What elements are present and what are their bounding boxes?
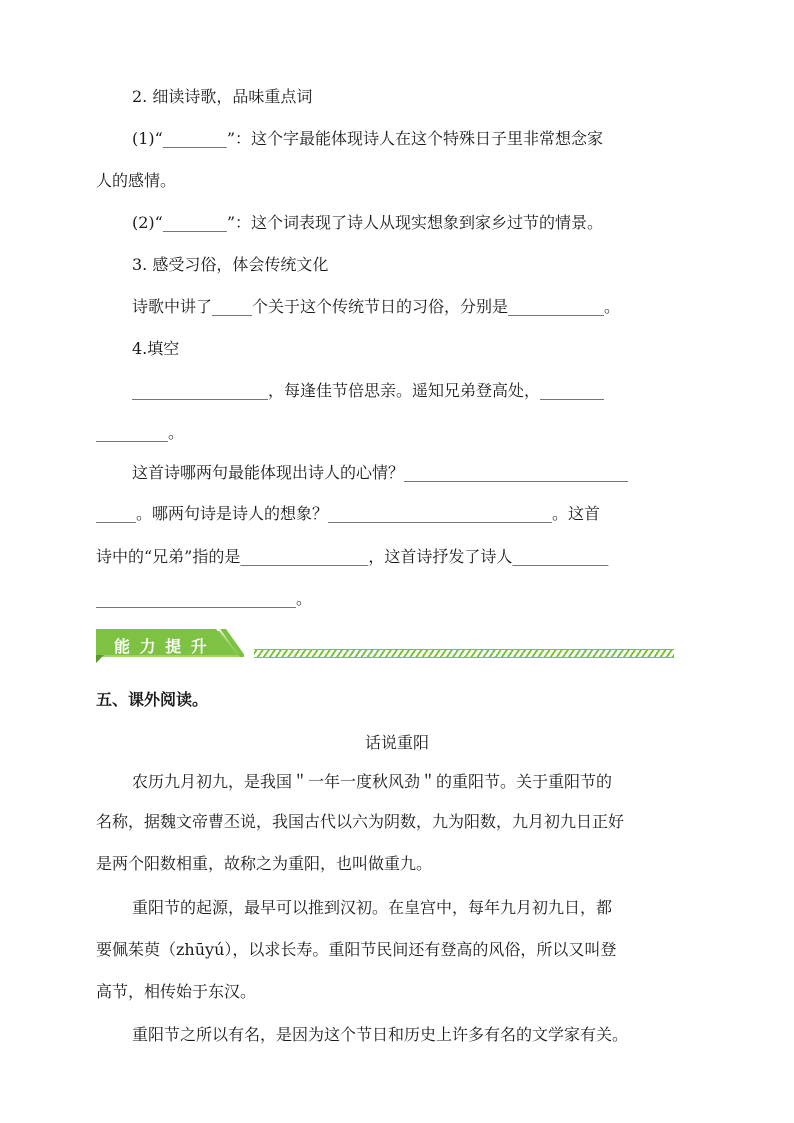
article-paragraph-2-line-3: 高节，相传始于东汉。 [96,982,257,1001]
question-2-heading: 2. 细读诗歌，品味重点词 [132,87,313,106]
mood-question: 这首诗哪两句最能体现出诗人的心情？____________________________ [132,463,629,482]
question-2-item-1: (1)“________”：这个字最能体现诗人在这个特殊日子里非常想念家 [132,129,604,148]
question-2-item-2: (2)“________”：这个词表现了诗人从现实想象到家乡过节的情景。 [132,213,604,232]
article-paragraph-3: 重阳节之所以有名，是因为这个节日和历史上许多有名的文学家有关。 [132,1025,629,1044]
ability-banner [96,627,676,663]
section-heading: 五、课外阅读。 [96,690,209,709]
article-title: 话说重阳 [364,733,429,752]
fill-blank-line: _________________，每逢佳节倍思亲。遥知兄弟登高处，________ [132,381,605,400]
question-3-heading: 3. 感受习俗，体会传统文化 [132,255,329,274]
article-paragraph-1: 农历九月初九，是我国＂一年一度秋风劲＂的重阳节。关于重阳节的 [132,772,613,791]
banner-stripe [254,649,674,658]
fill-blank-line-cont: _________。 [96,423,185,442]
article-paragraph-1-line-3: 是两个阳数相重，故称之为重阳，也叫做重九。 [96,854,433,873]
banner-label: 能 力 提 升 [114,637,209,656]
question-3-text: 诗歌中讲了_____个关于这个传统节日的习俗，分别是____________。 [132,297,621,316]
article-paragraph-1-line-2: 名称，据魏文帝曹丕说，我国古代以六为阴数，九为阳数，九月初九日正好 [96,812,625,831]
article-paragraph-2-line-2: 要佩茱萸（zhūyú），以求长寿。重阳节民间还有登高的风俗，所以又叫登 [96,940,617,959]
article-paragraph-2: 重阳节的起源，最早可以推到汉初。在皇宫中，每年九月初九日，都 [132,898,613,917]
question-4-heading: 4.填空 [132,339,180,358]
question-2-item-1-cont: 人的感情。 [96,171,177,190]
brothers-question: 诗中的“兄弟”指的是________________，这首诗抒发了诗人____________ [96,547,609,566]
brothers-question-cont: _________________________。 [96,589,313,608]
imagination-question: _____。哪两句诗是诗人的想象？____________________________。这首 [96,504,601,523]
